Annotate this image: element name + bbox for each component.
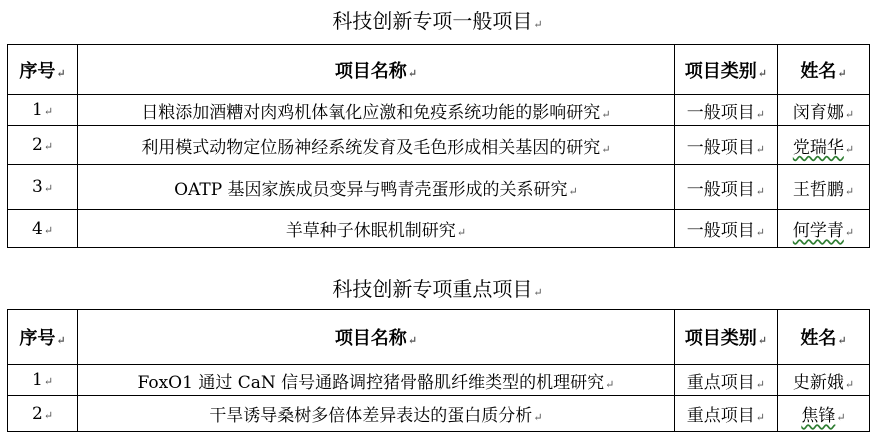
header-name: 项目名称↵	[78, 45, 675, 95]
cell-name: OATP 基因家族成员变异与鸭青壳蛋形成的关系研究↵	[78, 165, 675, 210]
cell-category: 一般项目↵	[674, 210, 777, 248]
cell-person: 史新娥↵	[777, 365, 869, 396]
cell-no: 1↵	[8, 365, 78, 396]
cell-no: 3↵	[8, 165, 78, 210]
cell-person: 何学青↵	[777, 210, 869, 248]
header-no: 序号↵	[8, 45, 78, 95]
paragraph-mark-icon: ↵	[533, 286, 543, 299]
table-header-row	[8, 45, 870, 95]
paragraph-mark-icon: ↵	[533, 18, 543, 31]
cell-category: 重点项目↵	[674, 396, 777, 432]
header-person: 姓名↵	[777, 310, 869, 365]
cell-no: 4↵	[8, 210, 78, 248]
cell-name: 干旱诱导桑树多倍体差异表达的蛋白质分析↵	[78, 396, 675, 432]
header-person: 姓名↵	[777, 45, 869, 95]
cell-person: 焦锋↵	[777, 396, 869, 432]
cell-no: 1↵	[8, 95, 78, 126]
header-category: 项目类别↵	[674, 45, 777, 95]
cell-name: 日粮添加酒糟对肉鸡机体氧化应激和免疫系统功能的影响研究↵	[78, 95, 675, 126]
section1-title: 科技创新专项一般项目↵	[332, 9, 543, 33]
table-row	[8, 165, 870, 210]
cell-name: FoxO1 通过 CaN 信号通路调控猪骨骼肌纤维类型的机理研究↵	[78, 365, 675, 396]
table-row	[8, 365, 870, 396]
cell-no: 2↵	[8, 126, 78, 165]
table-header-row	[8, 310, 870, 365]
cell-person: 党瑞华↵	[777, 126, 869, 165]
cell-person: 闵育娜↵	[777, 95, 869, 126]
cell-name: 羊草种子休眠机制研究↵	[78, 210, 675, 248]
cell-no: 2↵	[8, 396, 78, 432]
table-row	[8, 95, 870, 126]
cell-name: 利用模式动物定位肠神经系统发育及毛色形成相关基因的研究↵	[78, 126, 675, 165]
cell-category: 一般项目↵	[674, 165, 777, 210]
table-row	[8, 210, 870, 248]
cell-category: 一般项目↵	[674, 126, 777, 165]
cell-category: 重点项目↵	[674, 365, 777, 396]
header-no: 序号↵	[8, 310, 78, 365]
cell-category: 一般项目↵	[674, 95, 777, 126]
key-projects-table	[7, 309, 870, 432]
header-category: 项目类别↵	[674, 310, 777, 365]
cell-person: 王哲鹏↵	[777, 165, 869, 210]
header-name: 项目名称↵	[78, 310, 675, 365]
table-row	[8, 396, 870, 432]
section2-title: 科技创新专项重点项目↵	[332, 277, 543, 301]
general-projects-table	[7, 44, 870, 248]
table-row	[8, 126, 870, 165]
